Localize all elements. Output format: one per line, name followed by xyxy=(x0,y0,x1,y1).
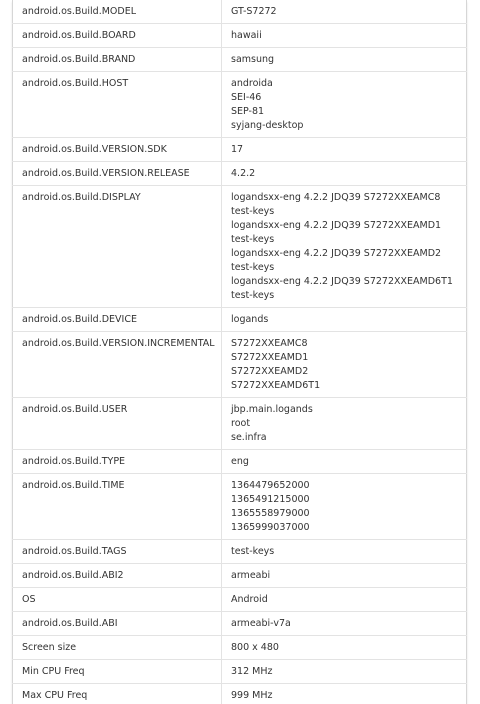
property-name-cell: android.os.Build.HOST xyxy=(13,72,222,138)
table-row xyxy=(13,612,467,636)
property-value-line: logandsxx-eng 4.2.2 JDQ39 S7272XXEAMC8 test-keys xyxy=(231,192,441,217)
property-name-cell: android.os.Build.TIME xyxy=(13,474,222,540)
table-row xyxy=(13,162,467,186)
table-row xyxy=(13,636,467,660)
property-value-cell xyxy=(222,540,467,564)
property-name-cell: android.os.Build.DISPLAY xyxy=(13,186,222,308)
table-row xyxy=(13,540,467,564)
property-name-cell: android.os.Build.VERSION.SDK xyxy=(13,138,222,162)
property-value-cell xyxy=(222,398,467,450)
table-row xyxy=(13,660,467,684)
property-value-line: test-keys xyxy=(231,546,275,557)
property-value-line: se.infra xyxy=(231,432,267,443)
property-value-cell xyxy=(222,588,467,612)
property-value-line: armeabi-v7a xyxy=(231,618,291,629)
property-value-cell xyxy=(222,48,467,72)
property-value-cell xyxy=(222,138,467,162)
property-value-line: S7272XXEAMD6T1 xyxy=(231,380,321,391)
property-value-cell xyxy=(222,474,467,540)
table-row xyxy=(13,186,467,308)
property-name-cell: android.os.Build.VERSION.INCREMENTAL xyxy=(13,332,222,398)
property-name-cell: Screen size xyxy=(13,636,222,660)
property-name-cell: Min CPU Freq xyxy=(13,660,222,684)
property-value-cell xyxy=(222,564,467,588)
property-name-cell: android.os.Build.VERSION.RELEASE xyxy=(13,162,222,186)
property-value-line: logands xyxy=(231,314,269,325)
property-value-line: 999 MHz xyxy=(231,690,273,701)
property-value-cell xyxy=(222,186,467,308)
property-value-line: S7272XXEAMC8 xyxy=(231,338,308,349)
property-value-line: 4.2.2 xyxy=(231,168,256,179)
property-value-line: logandsxx-eng 4.2.2 JDQ39 S7272XXEAMD2 test-keys xyxy=(231,248,442,273)
build-properties-table xyxy=(12,0,467,704)
table-row xyxy=(13,72,467,138)
table-row xyxy=(13,398,467,450)
property-name-cell: android.os.Build.ABI2 xyxy=(13,564,222,588)
table-row xyxy=(13,684,467,704)
property-value-cell xyxy=(222,332,467,398)
property-value-cell xyxy=(222,450,467,474)
property-value-line: eng xyxy=(231,456,249,467)
property-value-line: samsung xyxy=(231,54,275,65)
table-row xyxy=(13,588,467,612)
property-value-cell xyxy=(222,0,467,24)
property-name-cell: android.os.Build.BRAND xyxy=(13,48,222,72)
property-name-cell: android.os.Build.TAGS xyxy=(13,540,222,564)
property-value-cell xyxy=(222,684,467,704)
property-value-cell xyxy=(222,636,467,660)
property-name-cell: android.os.Build.DEVICE xyxy=(13,308,222,332)
property-value-line: syjang-desktop xyxy=(231,120,304,131)
property-value-cell xyxy=(222,308,467,332)
property-value-line: 1364479652000 xyxy=(231,480,310,491)
property-value-line: S7272XXEAMD1 xyxy=(231,352,309,363)
property-value-cell xyxy=(222,612,467,636)
property-value-line: jbp.main.logands xyxy=(231,404,313,415)
property-value-line: S7272XXEAMD2 xyxy=(231,366,309,377)
property-value-line: SEP-81 xyxy=(231,106,265,117)
table-row xyxy=(13,24,467,48)
table-row xyxy=(13,138,467,162)
property-name-cell: android.os.Build.TYPE xyxy=(13,450,222,474)
property-value-line: androida xyxy=(231,78,273,89)
property-name-cell: android.os.Build.MODEL xyxy=(13,0,222,24)
build-properties-table-body xyxy=(13,0,467,704)
table-row xyxy=(13,48,467,72)
property-value-line: 1365999037000 xyxy=(231,522,310,533)
property-value-line: GT-S7272 xyxy=(231,6,277,17)
property-name-cell: android.os.Build.USER xyxy=(13,398,222,450)
property-value-line: SEI-46 xyxy=(231,92,262,103)
property-name-cell: OS xyxy=(13,588,222,612)
property-value-cell xyxy=(222,660,467,684)
property-value-cell xyxy=(222,162,467,186)
table-row xyxy=(13,332,467,398)
property-value-line: armeabi xyxy=(231,570,271,581)
table-row xyxy=(13,308,467,332)
property-value-line: root xyxy=(231,418,251,429)
property-name-cell: Max CPU Freq xyxy=(13,684,222,704)
property-value-line: 312 MHz xyxy=(231,666,273,677)
property-name-cell: android.os.Build.BOARD xyxy=(13,24,222,48)
property-value-line: 17 xyxy=(231,144,244,155)
property-value-line: 800 x 480 xyxy=(231,642,279,653)
property-value-line: Android xyxy=(231,594,268,605)
property-value-line: hawaii xyxy=(231,30,262,41)
table-row xyxy=(13,474,467,540)
property-name-cell: android.os.Build.ABI xyxy=(13,612,222,636)
property-value-cell xyxy=(222,72,467,138)
table-row xyxy=(13,0,467,24)
property-value-line: logandsxx-eng 4.2.2 JDQ39 S7272XXEAMD1 test-keys xyxy=(231,220,442,245)
property-value-line: logandsxx-eng 4.2.2 JDQ39 S7272XXEAMD6T1 test-keys xyxy=(231,276,453,301)
table-row xyxy=(13,450,467,474)
property-value-line: 1365558979000 xyxy=(231,508,310,519)
property-value-cell xyxy=(222,24,467,48)
table-row xyxy=(13,564,467,588)
property-value-line: 1365491215000 xyxy=(231,494,310,505)
